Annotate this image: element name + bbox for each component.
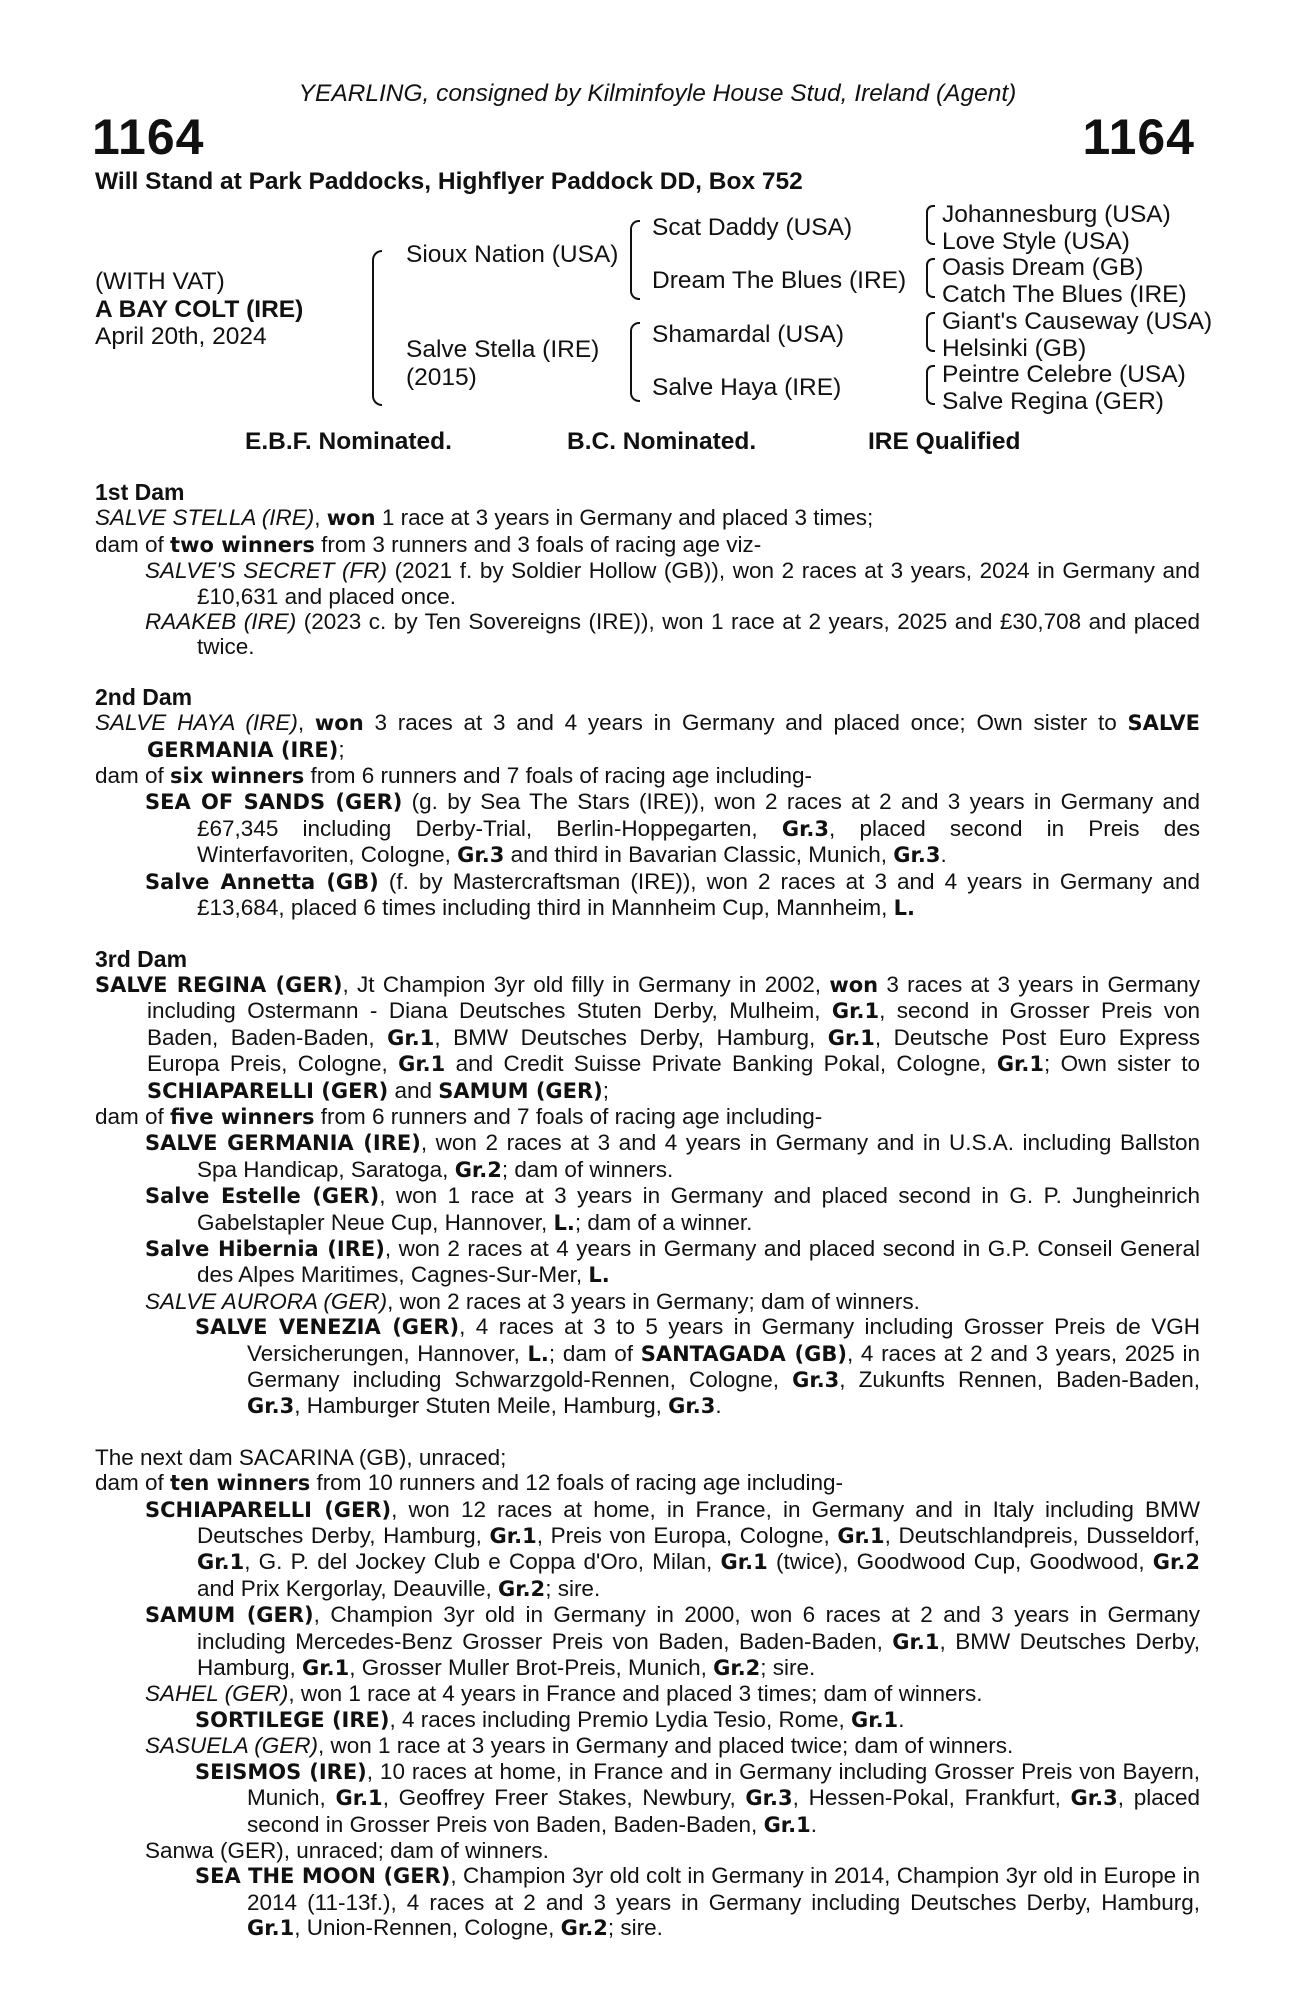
catalogue-body <box>95 480 1200 1942</box>
pedigree-dam-dam: Salve Haya (IRE) <box>652 374 842 401</box>
lot-number-right: 1164 <box>1082 109 1195 165</box>
pedigree-g3-6: Helsinki (GB) <box>942 335 1087 362</box>
first-dam-produce-2: RAAKEB (IRE) (2023 c. by Ten Sovereigns (IRE)), won 1 race at 2 years, 2025 and £30,708 and placed twice. <box>145 609 1200 660</box>
pedigree-g3-7: Peintre Celebre (USA) <box>942 361 1186 388</box>
pedigree-g3-2: Love Style (USA) <box>942 228 1130 255</box>
foaling-date: April 20th, 2024 <box>95 323 267 350</box>
pedigree-sire-dam: Dream The Blues (IRE) <box>652 267 907 294</box>
third-dam-produce-4: SALVE AURORA (GER), won 2 races at 3 years in Germany; dam of winners. <box>145 1288 920 1314</box>
pedigree-g3-1: Johannesburg (USA) <box>942 201 1171 228</box>
second-dam-produce-summary: dam of six winners from 6 runners and 7 foals of racing age including- <box>95 763 812 789</box>
ebf-nomination: E.B.F. Nominated. <box>245 428 452 455</box>
next-dam-produce-3: SAHEL (GER), won 1 race at 4 years in France and placed 3 times; dam of winners. <box>145 1681 983 1707</box>
brace-generation1 <box>372 250 382 406</box>
pedigree-g3-3: Oasis Dream (GB) <box>942 254 1144 281</box>
pedigree-sire: Sioux Nation (USA) <box>406 241 619 268</box>
first-dam-heading: 1st Dam <box>95 479 185 505</box>
third-dam-produce-2: Salve Estelle (GER), won 1 race at 3 years in Germany and placed second in G. P. Jungheinrich Gabelstapler Neue Cup, Hannover, L.; dam of a winner. <box>145 1183 1200 1235</box>
stand-location: Will Stand at Park Paddocks, Highflyer Paddock DD, Box 752 <box>95 168 803 195</box>
third-dam-produce-3: Salve Hibernia (IRE), won 2 races at 4 years in Germany and placed second in G.P. Conseil General des Alpes Maritimes, Cagnes-Sur-Mer, L. <box>145 1235 1200 1288</box>
second-dam-produce-1: SEA OF SANDS (GER) (g. by Sea The Stars (IRE)), won 2 races at 2 and 3 years in Germany and £67,345 including Derby-Trial, Berlin-Hoppegarten, Gr.3, placed second in Preis des Winterfavoriten, Cologne, Gr.3 and third in Bavarian Classic, Munich, Gr.3. <box>145 789 1200 868</box>
pedigree-g3-4: Catch The Blues (IRE) <box>942 281 1187 308</box>
consignment-line: YEARLING, consigned by Kilminfoyle House Stud, Ireland (Agent) <box>298 80 1017 107</box>
horse-name: A BAY COLT (IRE) <box>95 296 304 323</box>
second-dam-produce-2: Salve Annetta (GB) (f. by Mastercraftsman (IRE)), won 2 races at 3 and 4 years in Germany and £13,684, placed 6 times including third in Mannheim Cup, Mannheim, L. <box>145 868 1200 921</box>
pedigree-dam-sire: Shamardal (USA) <box>652 321 844 348</box>
next-dam-produce-5: Sanwa (GER), unraced; dam of winners. <box>145 1837 549 1863</box>
next-dam-produce-2: SAMUM (GER), Champion 3yr old in Germany in 2000, won 6 races at 2 and 3 years in Germany including Mercedes-Benz Grosser Preis von Baden, Baden-Baden, Gr.1, BMW Deutsches Derby, Hamburg, Gr.1, Grosser Muller Brot-Preis, Munich, Gr.2; sire. <box>145 1602 1200 1681</box>
third-dam-intro: SALVE REGINA (GER), Jt Champion 3yr old filly in Germany in 2002, won 3 races at 3 years in Germany including Ostermann - Diana Deutsches Stuten Derby, Mulheim, Gr.1, second in Grosser Preis von Baden, Baden-Baden, Gr.1, BMW Deutsches Derby, Hamburg, Gr.1, Deutsche Post Euro Express Europa Preis, Cologne, Gr.1 and Credit Suisse Private Banking Pokal, Cologne, Gr.1; Own sister to SCHIAPARELLI (GER) and SAMUM (GER); <box>95 971 1200 1103</box>
first-dam-produce-1: SALVE'S SECRET (FR) (2021 f. by Soldier Hollow (GB)), won 2 races at 3 years, 2024 in Germany and £10,631 and placed once. <box>145 558 1200 609</box>
next-dam-grandproduce-1: SORTILEGE (IRE), 4 races including Premio Lydia Tesio, Rome, Gr.1. <box>195 1706 905 1732</box>
brace-g3-2 <box>926 258 935 298</box>
lot-number-left: 1164 <box>92 109 205 165</box>
first-dam-intro: SALVE STELLA (IRE), won 1 race at 3 years in Germany and placed 3 times; <box>95 505 874 531</box>
brace-dam-side <box>630 322 640 402</box>
pedigree-sire-sire: Scat Daddy (USA) <box>652 214 853 241</box>
ire-qualified: IRE Qualified <box>868 428 1021 455</box>
brace-g3-4 <box>926 365 935 405</box>
second-dam-intro: SALVE HAYA (IRE), won 3 races at 3 and 4 years in Germany and placed once; Own sister to SALVE GERMANIA (IRE); <box>95 710 1200 762</box>
brace-sire-side <box>630 220 640 300</box>
brace-g3-3 <box>926 312 935 352</box>
second-dam-heading: 2nd Dam <box>95 683 193 710</box>
third-dam-heading: 3rd Dam <box>95 945 188 972</box>
vat-label: (WITH VAT) <box>95 268 225 295</box>
pedigree-g3-8: Salve Regina (GER) <box>942 388 1164 415</box>
next-dam-produce-1: SCHIAPARELLI (GER), won 12 races at home, in France, in Germany and in Italy including BMW Deutsches Derby, Hamburg, Gr.1, Preis von Europa, Cologne, Gr.1, Deutschlandpreis, Dusseldorf, Gr.1, G. P. del Jockey Club e Coppa d'Oro, Milan, Gr.1 (twice), Goodwood Cup, Goodwood, Gr.2 and Prix Kergorlay, Deauville, Gr.2; sire. <box>145 1496 1200 1601</box>
pedigree-dam-year: (2015) <box>406 364 477 391</box>
next-dam-grandproduce-2: SEISMOS (IRE), 10 races at home, in France and in Germany including Grosser Preis von Bayern, Munich, Gr.1, Geoffrey Freer Stakes, Newbury, Gr.3, Hessen-Pokal, Frankfurt, Gr.3, placed second in Grosser Preis von Baden, Baden-Baden, Gr.1. <box>195 1758 1201 1837</box>
bc-nomination: B.C. Nominated. <box>567 428 757 455</box>
next-dam-produce-4: SASUELA (GER), won 1 race at 3 years in Germany and placed twice; dam of winners. <box>145 1733 1014 1759</box>
third-dam-produce-1: SALVE GERMANIA (IRE), won 2 races at 3 and 4 years in Germany and in U.S.A. including Ballston Spa Handicap, Saratoga, Gr.2; dam of winners. <box>145 1130 1200 1182</box>
next-dam-produce-summary: dam of ten winners from 10 runners and 12 foals of racing age including- <box>95 1470 844 1496</box>
pedigree-g3-5: Giant's Causeway (USA) <box>942 308 1213 335</box>
brace-g3-1 <box>926 205 935 245</box>
pedigree-dam: Salve Stella (IRE) <box>406 336 600 363</box>
third-dam-produce-summary: dam of five winners from 6 runners and 7 foals of racing age including- <box>95 1103 823 1129</box>
third-dam-grandproduce-1: SALVE VENEZIA (GER), 4 races at 3 to 5 years in Germany including Grosser Preis de VGH Versicherungen, Hannover, L.; dam of SANTAGADA (GB), 4 races at 2 and 3 years, 2025 in Germany including Schwarzgold-Rennen, Cologne, Gr.3, Zukunfts Rennen, Baden-Baden, Gr.3, Hamburger Stuten Meile, Hamburg, Gr.3. <box>195 1314 1200 1419</box>
first-dam-produce-summary: dam of two winners from 3 runners and 3 foals of racing age viz- <box>95 531 762 557</box>
next-dam-intro: The next dam SACARINA (GB), unraced; <box>95 1444 507 1470</box>
next-dam-grandproduce-3: SEA THE MOON (GER), Champion 3yr old colt in Germany in 2014, Champion 3yr old in Europe in 2014 (11-13f.), 4 races at 2 and 3 years in Germany including Deutsches Derby, Hamburg, Gr.1, Union-Rennen, Cologne, Gr.2; sire. <box>195 1863 1200 1941</box>
